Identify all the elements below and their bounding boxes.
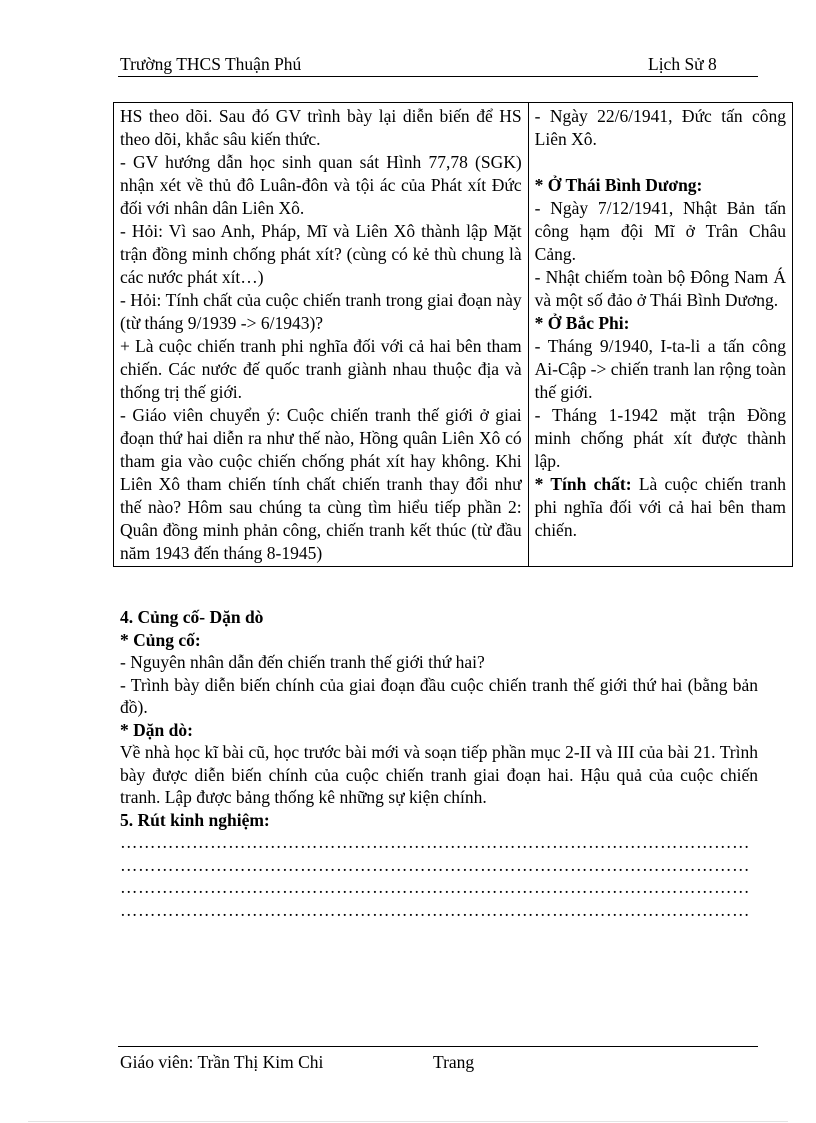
question: - Trình bày diễn biến chính của giai đoạn đầu cuộc chiến tranh thế giới thứ hai (bằng bản đồ). bbox=[120, 674, 758, 717]
dotted-line: …………………………………………………………………………………………… bbox=[120, 877, 750, 897]
nature-text: Là cuộc chiến tranh phi nghĩa đối với cả hai bên tham chiến. bbox=[534, 474, 786, 540]
dotted-line: …………………………………………………………………………………………… bbox=[120, 899, 750, 920]
consolidation-section bbox=[120, 606, 758, 921]
homework-heading: * Dặn dò: bbox=[120, 719, 193, 740]
paragraph: - Hỏi: Vì sao Anh, Pháp, Mĩ và Liên Xô thành lập Mặt trận đồng minh chống phát xít? (cùng có kẻ thù chung là các nước phát xít…) bbox=[120, 221, 522, 287]
paragraph: - Hỏi: Tính chất của cuộc chiến tranh trong giai đoạn này (từ tháng 9/1939 -> 6/1943)? bbox=[120, 290, 522, 333]
paragraph: - Tháng 1-1942 mặt trận Đồng minh chống phát xít được thành lập. bbox=[534, 405, 786, 471]
school-name: Trường THCS Thuận Phú bbox=[120, 54, 302, 74]
paragraph: - Giáo viên chuyển ý: Cuộc chiến tranh thế giới ở giai đoạn thứ hai diễn ra như thế nào, Hồng quân Liên Xô có tham gia vào cuộc chiến chống phát xít hay không. Khi Liên Xô tham chiến tính chất chiến tranh thay đổi như thế nào? Hôm sau chúng ta cùng tìm hiểu tiếp phần 2: Quân đồng minh phản công, chiến tranh kết thúc (từ đầu năm 1943 đến tháng 8-1945) bbox=[120, 405, 522, 563]
nature-paragraph bbox=[535, 473, 786, 542]
nature-label: * Tính chất: bbox=[534, 474, 632, 494]
teacher-activities-cell bbox=[114, 103, 529, 567]
paragraph: + Là cuộc chiến tranh phi nghĩa đối với cả hai bên tham chiến. Các nước đế quốc tranh giành nhau thuộc địa và thống trị thế giới. bbox=[120, 336, 522, 402]
paragraph: - Nhật chiếm toàn bộ Đông Nam Á và một số đảo ở Thái Bình Dương. bbox=[534, 267, 786, 310]
page-edge-divider bbox=[28, 1121, 788, 1122]
experience-heading: 5. Rút kinh nghiệm: bbox=[120, 809, 270, 830]
paragraph: - Ngày 7/12/1941, Nhật Bản tấn công hạm đội Mĩ ở Trân Châu Cảng. bbox=[534, 198, 786, 264]
spacer bbox=[535, 151, 786, 174]
dotted-line: …………………………………………………………………………………………… bbox=[120, 832, 750, 852]
section-heading: 4. Củng cố- Dặn dò bbox=[120, 607, 264, 627]
subject-name: Lịch Sử 8 bbox=[648, 54, 717, 74]
lesson-table bbox=[113, 102, 793, 567]
pacific-heading: * Ở Thái Bình Dương: bbox=[534, 175, 703, 195]
paragraph: - Ngày 22/6/1941, Đức tấn công Liên Xô. bbox=[534, 106, 786, 149]
page-footer bbox=[118, 1046, 758, 1077]
teacher-name: Giáo viên: Trần Thị Kim Chi bbox=[120, 1052, 324, 1072]
paragraph: - Tháng 9/1940, I-ta-li a tấn công Ai-Cập -> chiến tranh lan rộng toàn thế giới. bbox=[534, 336, 786, 402]
dotted-line: …………………………………………………………………………………………… bbox=[120, 854, 750, 875]
content-cell bbox=[528, 103, 792, 567]
africa-heading: * Ở Bắc Phi: bbox=[534, 313, 630, 333]
paragraph: HS theo dõi. Sau đó GV trình bày lại diễn biến để HS theo dõi, khắc sâu kiến thức. bbox=[120, 106, 522, 149]
homework-text: Về nhà học kĩ bài cũ, học trước bài mới và soạn tiếp phần mục 2-II và III của bài 21. Trình bày được diễn biến chính của cuộc chiến tranh giai đoạn hai. Hậu quả của cuộc chiến tranh. Lập được bảng thống kê những sự kiện chính. bbox=[120, 742, 758, 807]
page-header bbox=[118, 52, 758, 77]
question: - Nguyên nhân dẫn đến chiến tranh thế giới thứ hai? bbox=[120, 652, 485, 672]
paragraph: - GV hướng dẫn học sinh quan sát Hình 77,78 (SGK) nhận xét về thủ đô Luân-đôn và tội ác của Phát xít Đức đối với nhân dân Liên Xô. bbox=[120, 152, 522, 218]
table-row bbox=[114, 103, 793, 567]
page-label: Trang bbox=[433, 1052, 475, 1072]
sub-heading: * Củng cố: bbox=[120, 629, 201, 650]
